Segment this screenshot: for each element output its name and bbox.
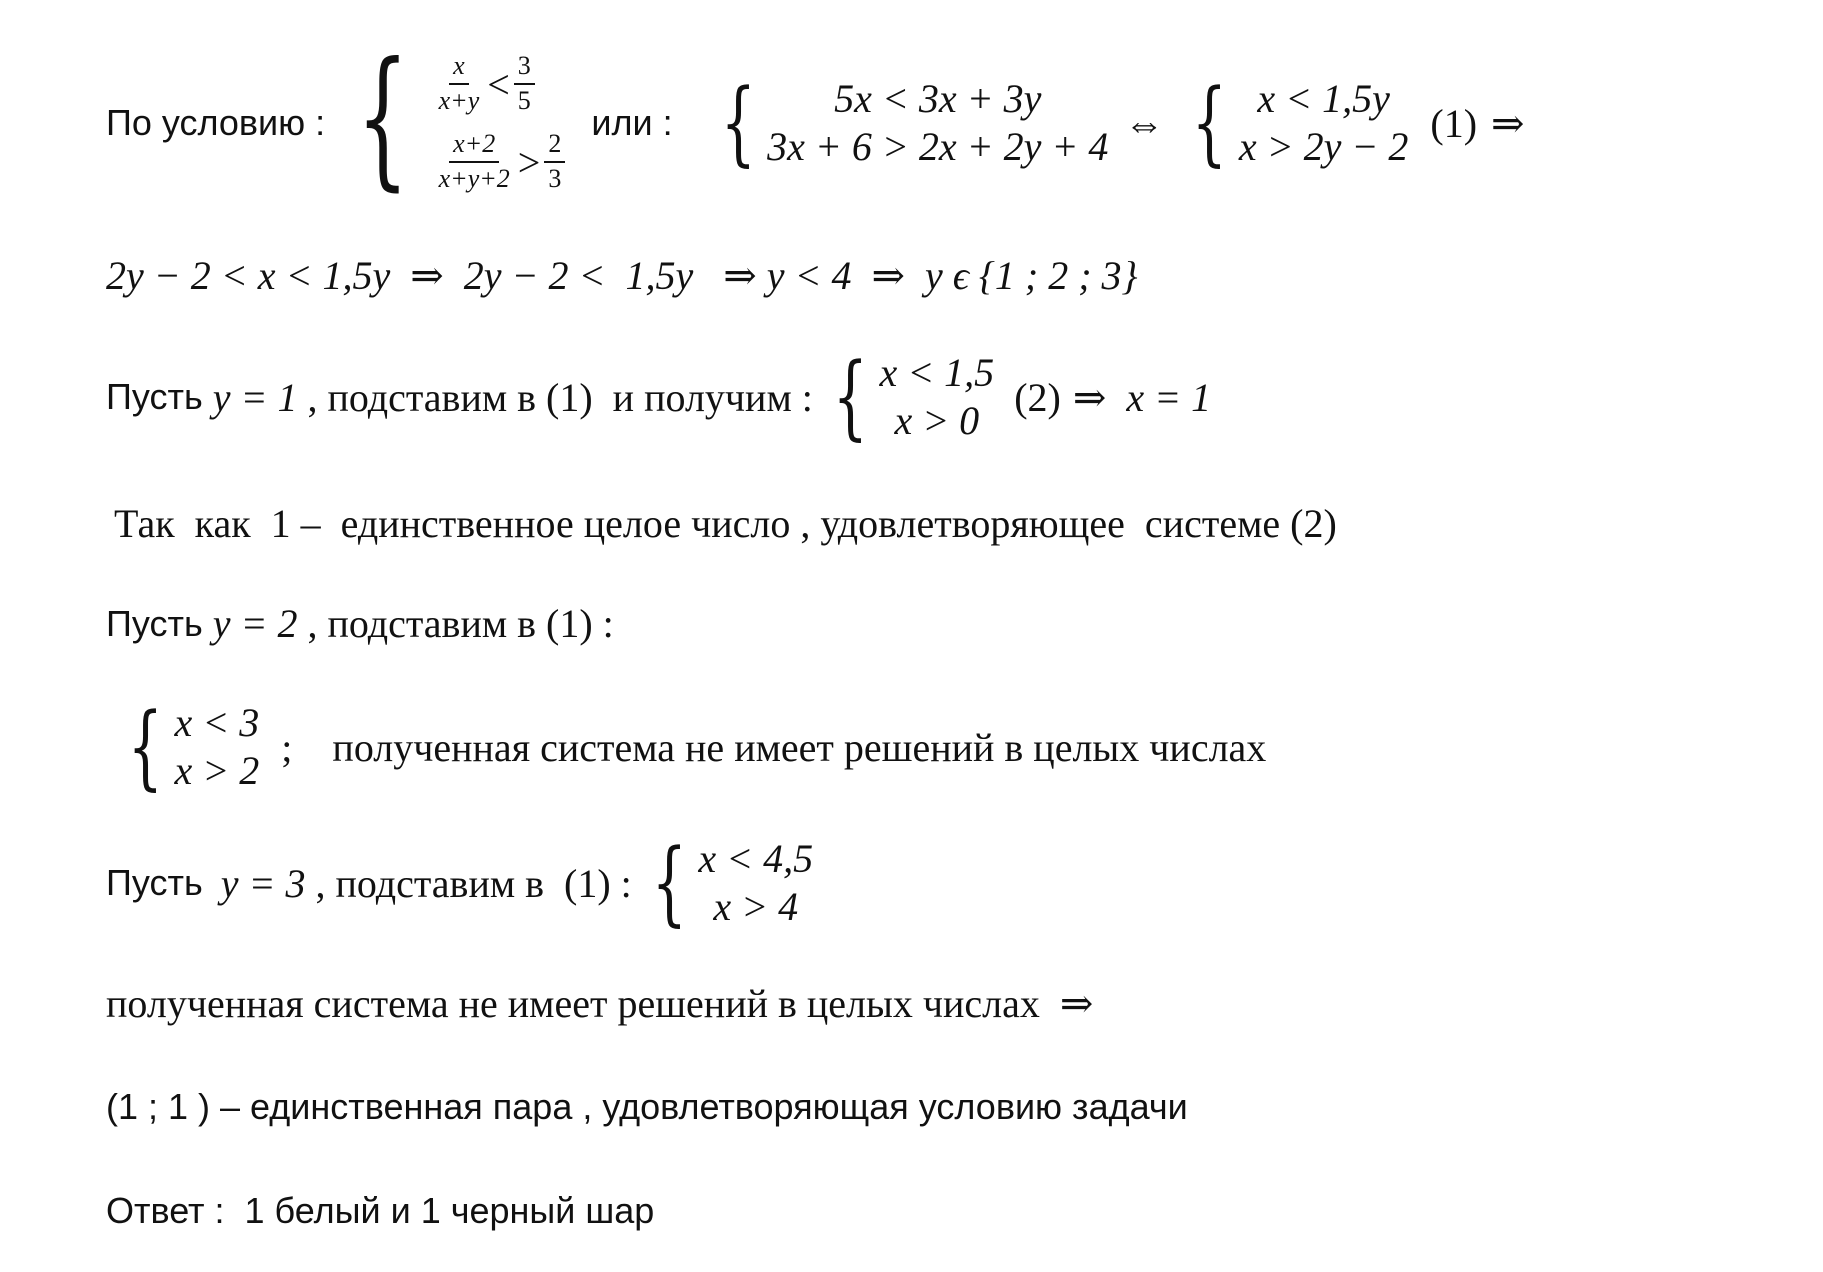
- ineq-row-2: 3x + 6 > 2x + 2y + 4: [767, 124, 1109, 169]
- symbol-implies: ⇒: [1491, 100, 1525, 146]
- chain-inequality: 2y − 2 < x < 1,5y ⇒ 2y − 2 < 1,5y ⇒ y < 4 ⇒ y ϵ {1 ; 2 ; 3}: [106, 253, 1138, 298]
- line-unique-integer: [114, 500, 1337, 547]
- fraction-x2-over-xy2: $\frac{x+2}{x+y+2}$: [438, 129, 510, 193]
- line-bound-y: [106, 252, 1138, 299]
- paragraph-text: полученная система не имеет решений в целых числах ⇒: [106, 981, 1094, 1026]
- line-case-y2: [106, 600, 614, 647]
- label-po-usloviyu: По условию :: [106, 102, 326, 143]
- paragraph-text: Так как 1 – единственное целое число , удовлетворяющее системе (2): [114, 501, 1337, 546]
- symbol-equivalent: ⇔: [1124, 100, 1165, 146]
- case-equation: y = 1: [212, 374, 298, 420]
- ineq-row-1: x < 3: [174, 700, 260, 745]
- fraction-two-thirds: $\frac{2}{3}$: [544, 130, 565, 193]
- line-answer: [106, 1190, 654, 1232]
- relation-less: <: [487, 61, 510, 107]
- relation-greater: >: [517, 139, 541, 185]
- brace-left: {: [720, 69, 756, 176]
- case-text: , подставим в (1) и получим :: [297, 374, 813, 420]
- case-equation: y = 2: [212, 601, 298, 646]
- ineq-row-2: x > 4: [713, 884, 799, 929]
- ineq-row-2: x > 2: [174, 748, 260, 793]
- ineq-row-1: 5x < 3x + 3y: [834, 76, 1042, 121]
- label-pust: Пусть: [106, 376, 203, 417]
- system-simplified-rows: [1239, 75, 1409, 171]
- system-fractions: [335, 31, 569, 205]
- paragraph-text: (1 ; 1 ) – единственная пара , удовлетворяющая условию задачи: [106, 1086, 1188, 1127]
- ineq-fraction-2: [431, 123, 570, 201]
- case-equation: y = 3: [220, 860, 306, 906]
- line-case-y1: [106, 343, 1212, 450]
- ineq-fraction-1: [431, 45, 570, 123]
- line-system-y2: [116, 693, 1267, 800]
- system-fractions-rows: [431, 45, 570, 201]
- line-unique-pair: [106, 1086, 1188, 1128]
- label-pust: Пусть: [106, 602, 203, 644]
- answer-text: Ответ : 1 белый и 1 черный шар: [106, 1190, 655, 1231]
- ineq-row-1: x < 1,5y: [1257, 76, 1390, 121]
- system-case-y2: [116, 693, 260, 800]
- system-case-y3-rows: [698, 835, 813, 931]
- system-case-y3: [640, 829, 814, 936]
- ineq-row-2: x > 0: [894, 398, 980, 443]
- ineq-row-2: x > 2y − 2: [1238, 124, 1409, 169]
- brace-left: {: [356, 31, 410, 205]
- case-text: ; полученная система не имеет решений в целых числах: [281, 724, 1267, 770]
- case-text: , подставим в (1) :: [297, 601, 614, 646]
- equation-tag-2: (2): [1014, 374, 1061, 420]
- system-linear-rows: [767, 75, 1108, 171]
- system-case-y1: [821, 343, 995, 450]
- system-case-y1-rows: [879, 349, 994, 445]
- brace-left: {: [832, 343, 868, 450]
- case-text: , подставим в (1) :: [305, 860, 632, 906]
- line-case-y3: [106, 829, 821, 936]
- ineq-row-1: x < 1,5: [879, 350, 995, 395]
- system-linear: [709, 69, 1109, 176]
- brace-left: {: [1192, 69, 1228, 176]
- fraction-x-over-xy: $\frac{x}{x+y}$: [438, 51, 480, 115]
- ineq-row-1: x < 4,5: [698, 836, 814, 881]
- brace-left: {: [127, 693, 163, 800]
- system-case-y2-rows: [175, 699, 260, 795]
- fraction-three-fifths: $\frac{3}{5}$: [514, 52, 535, 115]
- equation-tag-1: (1): [1430, 100, 1478, 146]
- line-no-solution: [106, 980, 1093, 1027]
- system-simplified: [1180, 69, 1409, 176]
- brace-left: {: [651, 829, 687, 936]
- line-condition: [106, 31, 1525, 208]
- label-ili: или :: [591, 102, 673, 143]
- label-pust: Пусть: [106, 862, 203, 903]
- case-result: ⇒ x = 1: [1072, 374, 1212, 420]
